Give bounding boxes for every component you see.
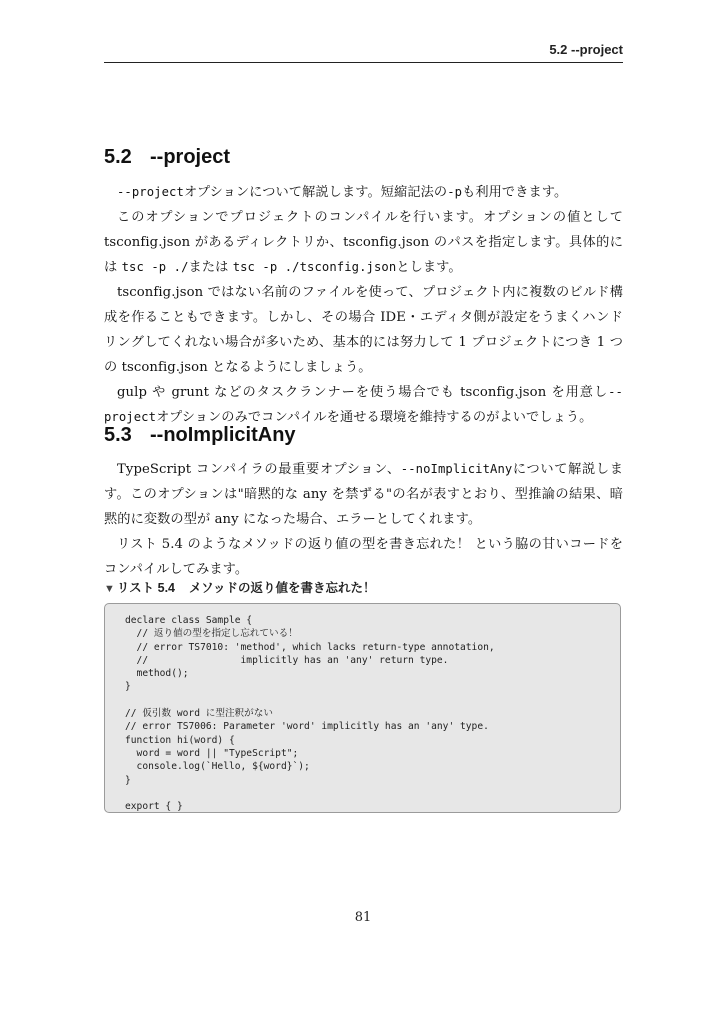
section-number: 5.3: [104, 424, 132, 446]
listing-title: メソッドの返り値を書き忘れた！: [189, 581, 376, 595]
paragraph: [104, 532, 623, 582]
code-line: function hi(word) {: [125, 734, 235, 746]
code-line: }: [125, 774, 131, 786]
paragraph: [104, 280, 623, 380]
listing-caption: [104, 578, 376, 596]
code-line: // error TS7006: Parameter 'word' implicitly has an 'any' type.: [125, 721, 489, 733]
text-run: または: [188, 260, 233, 275]
code-line: // 仮引数 word に型注釈がない: [125, 708, 273, 720]
code-line: word = word || "TypeScript";: [125, 747, 299, 759]
text-run: も利用できます。: [462, 185, 568, 200]
code-line: [125, 694, 495, 707]
text-run: とします。: [396, 260, 462, 275]
code-line: // 返り値の型を指定し忘れている！: [125, 628, 298, 640]
section-title: --noImplicitAny: [150, 424, 296, 446]
code-line: declare class Sample {: [125, 615, 253, 626]
page-number: 81: [354, 910, 372, 925]
text-run: このオプションでプロジェクトのコンパイルを行います。オプションの値として tsconfig.json があるディレクトリか、tsconfig.json のパスを指定します。具体的には: [104, 210, 623, 275]
code-line: }: [125, 681, 131, 693]
section-number: 5.2: [104, 146, 132, 168]
text-run: オプションについて解説します。短縮記法の: [183, 185, 448, 200]
paragraph: [104, 380, 623, 430]
paragraph: [104, 457, 623, 532]
text-run: tsconfig.json ではない名前のファイルを使って、プロジェクト内に複数のビルド構成を作ることもできます。しかし、その場合 IDE・エディタ側が設定をうまくハンドリングしてくれない場合が多いため、基本的には努力して 1 プロジェクトにつき 1 つの tsconfig.json となるようにしましょう。: [104, 285, 623, 375]
section-body-5-2: [104, 180, 623, 430]
paragraph: [104, 205, 623, 280]
section-title: --project: [150, 146, 230, 168]
code-line: export { }: [125, 801, 183, 813]
code-line: console.log(`Hello, ${word}`);: [125, 761, 310, 773]
code-line: method();: [125, 668, 189, 680]
section-heading-5-3: [104, 424, 296, 447]
text-run: gulp や grunt などのタスクランナーを使う場合でも tsconfig.json を用意し: [117, 385, 609, 400]
code-line: // implicitly has an 'any' return type.: [125, 654, 449, 666]
inline-code: --noImplicitAny: [400, 462, 513, 476]
section-body-5-3: [104, 457, 623, 582]
listing-label: リスト 5.4: [116, 581, 175, 595]
inline-code: -p: [447, 185, 463, 199]
code-line: // error TS7010: 'method', which lacks return-type annotation,: [125, 641, 495, 653]
code-listing: [104, 603, 621, 813]
inline-code: tsc -p ./: [121, 260, 189, 274]
inline-code: --project: [104, 385, 623, 424]
paragraph: [104, 180, 623, 205]
running-header: [104, 40, 623, 63]
inline-code: tsc -p ./tsconfig.json: [232, 260, 397, 274]
text-run: TypeScript コンパイラの最重要オプション、: [117, 462, 401, 477]
text-run: リスト 5.4 のようなメソッドの返り値の型を書き忘れた！ という脇の甘いコードをコンパイルしてみます。: [104, 537, 623, 577]
code-line: [125, 787, 495, 800]
running-header-text: 5.2 --project: [549, 42, 623, 57]
code-lines: [125, 614, 495, 813]
text-run: について解説します。このオプションは"暗黙的な any を禁ずる"の名が表すとおり、型推論の結果、暗黙的に変数の型が any になった場合、エラーとしてくれます。: [104, 462, 623, 527]
section-heading-5-2: [104, 146, 230, 169]
text-run: オプションのみでコンパイルを通せる環境を維持するのがよいでしょう。: [156, 410, 593, 425]
inline-code: --project: [117, 185, 184, 199]
triangle-marker-icon: ▼: [104, 583, 115, 595]
